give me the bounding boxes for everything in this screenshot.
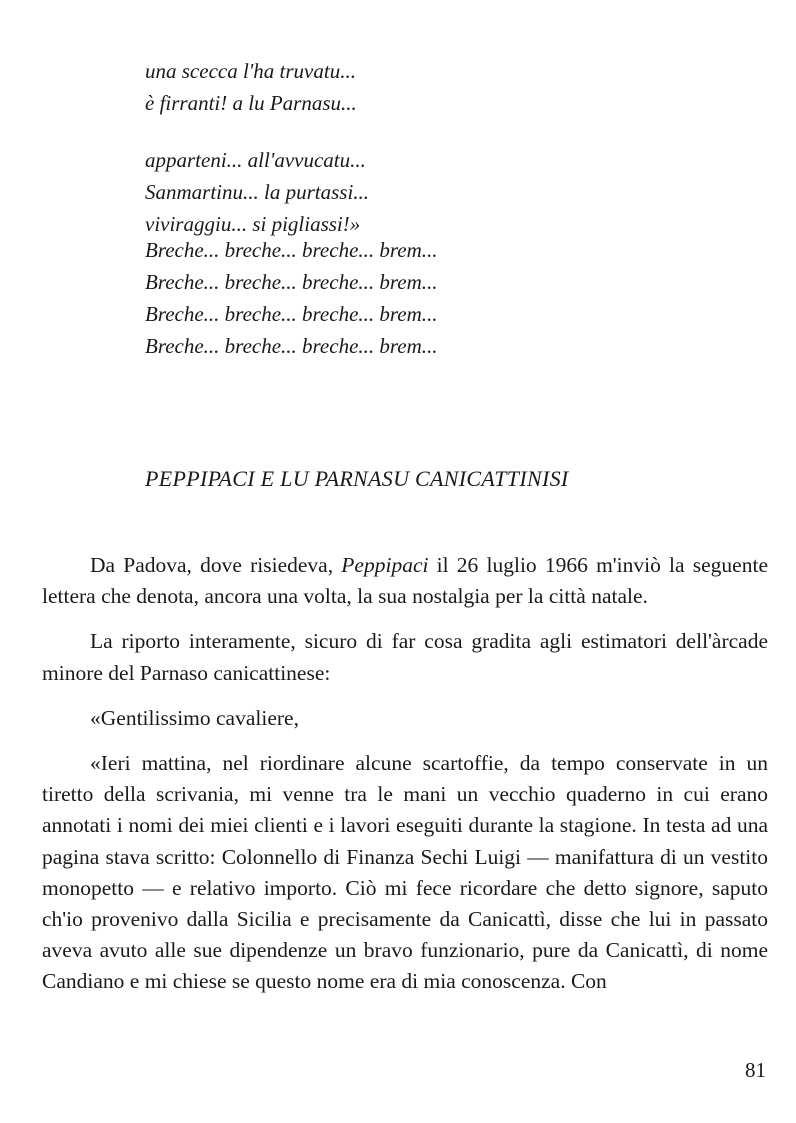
poem-line: Breche... breche... breche... brem...: [145, 238, 438, 262]
italic-name: Peppipaci: [341, 553, 429, 577]
poem-line: Sanmartinu... la purtassi...: [145, 180, 370, 204]
poem-line: Breche... breche... breche... brem...: [145, 302, 438, 326]
paragraph: [42, 550, 768, 612]
poem-line: Breche... breche... breche... brem...: [145, 270, 438, 294]
paragraph: «Ieri mattina, nel riordinare alcune scartoffie, da tempo conservate in un tiretto della scrivania, mi venne tra le mani un vecchio quaderno in cui erano annotati i nomi dei miei clienti e i lavori eseguiti durante la stagione. In testa ad una pagina stava scritto: Colonnello di Finanza Sechi Luigi — manifattura di un vestito monopetto — e relativo importo. Ciò mi fece ricordare che detto signore, saputo ch'io provenivo dalla Sicilia e precisamente da Canicattì, disse che lui in passato aveva avuto alle sue dipendenze un bravo funzionario, pure da Canicattì, di nome Candiano e mi chiese se questo nome era di mia conoscenza. Con: [42, 751, 768, 994]
poem-line: Breche... breche... breche... brem...: [145, 334, 438, 358]
poem-stanza-2: [145, 144, 369, 240]
poem-line: viviraggiu... si pigliassi!»: [145, 212, 361, 236]
page-number: 81: [745, 1058, 766, 1082]
poem-line: apparteni... all'avvucatu...: [145, 148, 366, 172]
poem-line: è firranti! a lu Parnasu...: [145, 91, 357, 115]
prose-body: [42, 550, 768, 998]
paragraph: La riporto interamente, sicuro di far cosa gradita agli estimatori dell'àrcade minore del Parnaso canicattinese:: [42, 629, 768, 685]
paragraph: «Gentilissimo cavaliere,: [90, 705, 299, 730]
poem-stanza-1: [145, 55, 357, 119]
paragraph-text: Da Padova, dove risiedeva,: [90, 553, 342, 577]
paragraph-text: il 26 luglio 1966 m'inviò la seguente lettera che denota, ancora una volta, la sua nostalgia per la città natale.: [42, 553, 768, 609]
poem-stanza-3: [145, 234, 438, 362]
section-title: PEPPIPACI E LU PARNASU CANICATTINISI: [145, 466, 569, 491]
poem-line: una scecca l'ha truvatu...: [145, 59, 356, 83]
